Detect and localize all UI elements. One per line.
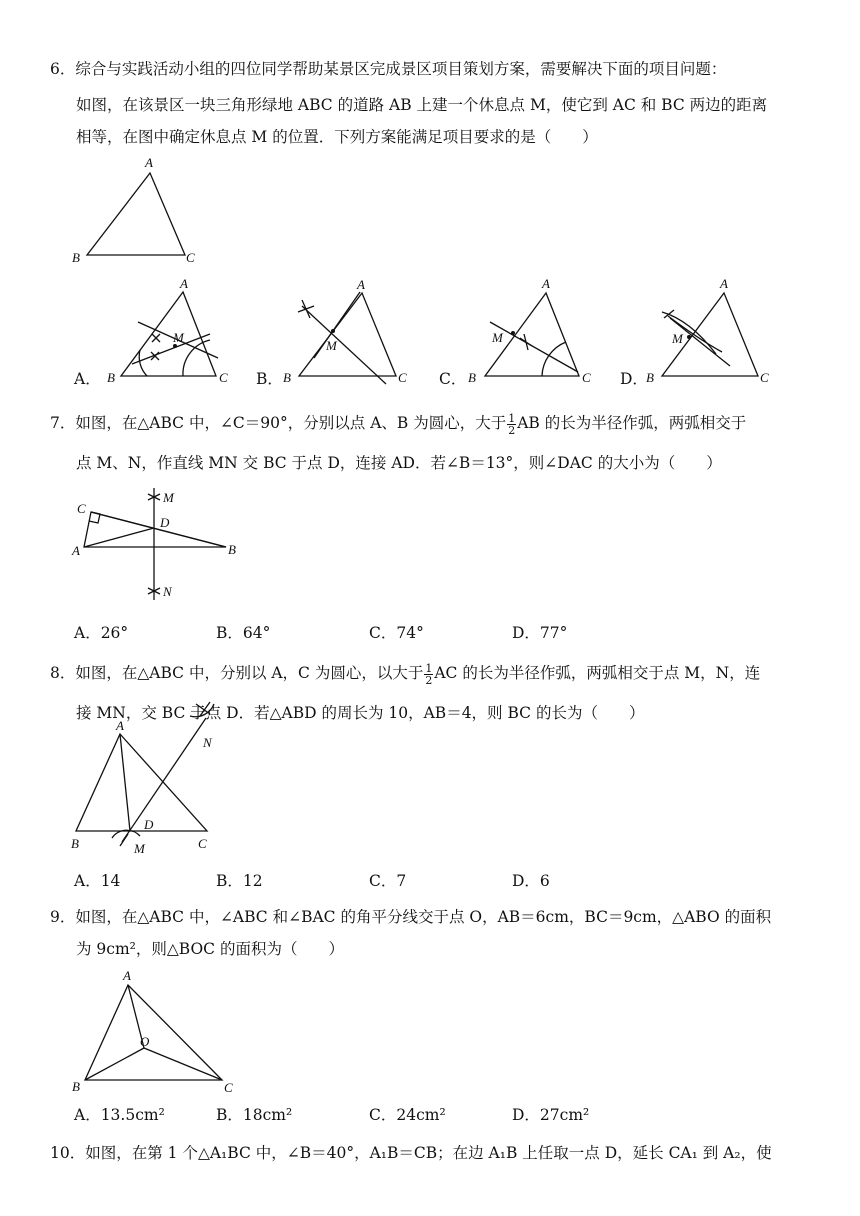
svg-text:C: C (224, 1080, 233, 1095)
svg-text:M: M (134, 841, 145, 856)
q7-fraction: $\frac{1}{2}$ (508, 411, 516, 437)
q8-option-c[interactable]: C．7 (369, 872, 407, 890)
q7-option-a[interactable]: A．26° (74, 624, 129, 642)
q8-line2: 接 MN，交 BC 于点 D．若△ABD 的周长为 10，AB＝4，则 BC 的长为（ ） (76, 704, 645, 722)
q9-option-a[interactable]: A．13.5cm² (74, 1106, 165, 1124)
svg-text:C: C (198, 836, 207, 851)
q7-option-b[interactable]: B．64° (216, 624, 271, 642)
svg-text:B: B (72, 1079, 80, 1094)
svg-text:B: B (283, 370, 291, 385)
q6-line3: 相等，在图中确定休息点 M 的位置．下列方案能满足项目要求的是（ ） (76, 128, 598, 146)
svg-text:M: M (163, 490, 174, 505)
svg-text:A: A (123, 968, 131, 983)
q8-line1-post: AC 的长为半径作弧，两弧相交于点 M，N，连 (434, 664, 761, 682)
q7-line1-post: AB 的长为半径作弧，两弧相交于 (517, 414, 747, 432)
q7-option-c[interactable]: C．74° (369, 624, 424, 642)
svg-text:B: B (228, 542, 236, 557)
svg-text:O: O (140, 1034, 150, 1049)
q6-line1: 6．综合与实践活动小组的四位同学帮助某景区完成景区项目策划方案，需要解决下面的项目问题： (50, 60, 727, 78)
q9-option-c[interactable]: C．24cm² (369, 1106, 446, 1124)
svg-text:C: C (582, 370, 591, 385)
svg-text:B: B (468, 370, 476, 385)
svg-text:D: D (160, 515, 170, 530)
svg-text:B: B (646, 370, 654, 385)
svg-text:B: B (107, 370, 115, 385)
q9-line1: 9．如图，在△ABC 中，∠ABC 和∠BAC 的角平分线交于点 O，AB＝6cm，BC＝9cm，△ABO 的面积 (50, 908, 772, 926)
q9-option-b[interactable]: B．18cm² (216, 1106, 293, 1124)
svg-text:M: M (492, 330, 503, 345)
svg-text:A: A (720, 276, 728, 291)
q7-line2: 点 M、N，作直线 MN 交 BC 于点 D，连接 AD．若∠B＝13°，则∠DAC 的大小为（ ） (76, 454, 722, 472)
q10-line1: 10．如图，在第 1 个△A₁BC 中，∠B＝40°，A₁B＝CB；在边 A₁B 上任取一点 D，延长 CA₁ 到 A₂，使 (50, 1144, 772, 1162)
q8-option-b[interactable]: B．12 (216, 872, 263, 890)
q6-option-d[interactable]: D． (620, 370, 648, 388)
q8-line1-pre: 8．如图，在△ABC 中，分别以 A，C 为圆心，以大于 (50, 664, 424, 682)
q6-line2: 如图，在该景区一块三角形绿地 ABC 的道路 AB 上建一个休息点 M，使它到 AC 和 BC 两边的距离 (76, 96, 768, 114)
q8-fraction: $\frac{1}{2}$ (425, 661, 433, 687)
svg-text:M: M (326, 338, 337, 353)
q6-label-B: B (72, 250, 80, 265)
svg-text:M: M (173, 330, 184, 345)
q6-option-b[interactable]: B． (256, 370, 283, 388)
svg-text:C: C (77, 501, 86, 516)
svg-text:M: M (672, 331, 683, 346)
q8-option-a[interactable]: A．14 (74, 872, 121, 890)
svg-text:D: D (144, 817, 154, 832)
q6-label-A: A (145, 155, 153, 170)
q6-option-a[interactable]: A． (74, 370, 101, 388)
q7-option-d[interactable]: D．77° (512, 624, 568, 642)
svg-text:C: C (760, 370, 769, 385)
q9-option-d[interactable]: D．27cm² (512, 1106, 590, 1124)
q9-line2: 为 9cm²，则△BOC 的面积为（ ） (76, 940, 344, 958)
svg-text:B: B (71, 836, 79, 851)
svg-text:A: A (180, 276, 188, 291)
q8-option-d[interactable]: D．6 (512, 872, 550, 890)
svg-text:N: N (203, 735, 212, 750)
svg-text:C: C (398, 370, 407, 385)
svg-text:A: A (72, 543, 80, 558)
q6-label-C: C (186, 250, 195, 265)
q7-line1-pre: 7．如图，在△ABC 中，∠C＝90°，分别以点 A、B 为圆心，大于 (50, 414, 507, 432)
svg-text:A: A (542, 276, 550, 291)
svg-text:C: C (219, 370, 228, 385)
svg-text:A: A (116, 718, 124, 733)
q6-option-c[interactable]: C． (439, 370, 467, 388)
svg-text:A: A (357, 277, 365, 292)
svg-text:N: N (163, 584, 172, 599)
